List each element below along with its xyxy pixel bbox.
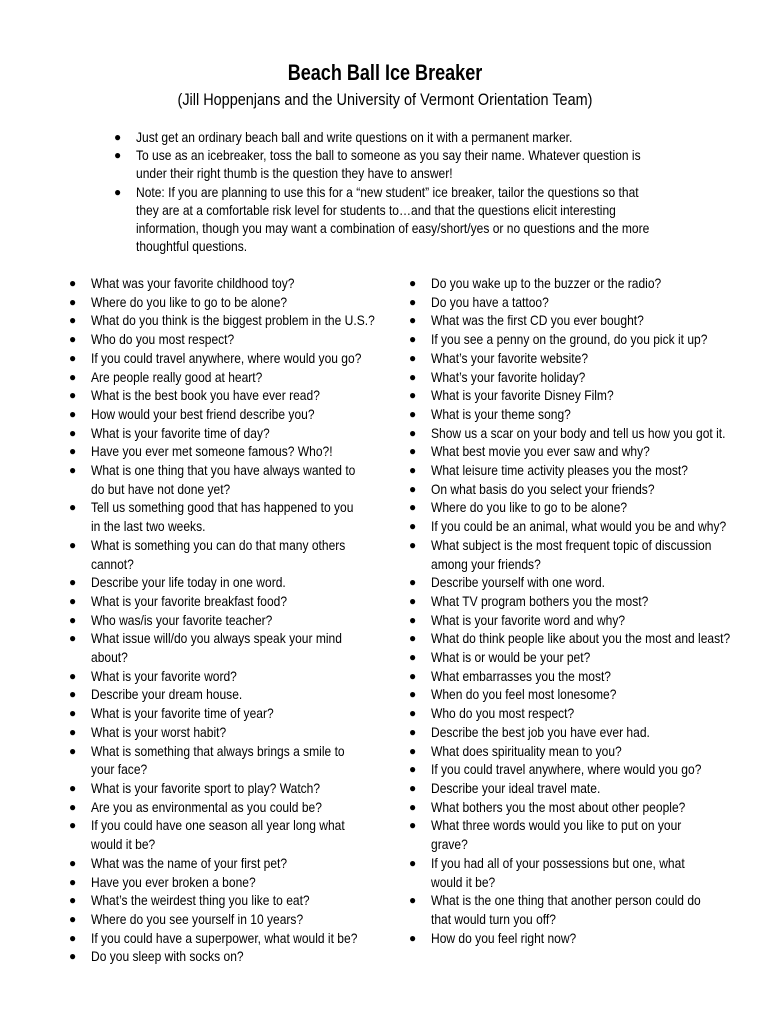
bullet-icon: ● xyxy=(69,406,77,421)
list-item-text: Just get an ordinary beach ball and write questions on it with a permanent marker. xyxy=(136,129,573,145)
instruction-item xyxy=(114,128,736,146)
question-item xyxy=(69,816,411,853)
list-item-text: would it be? xyxy=(431,873,496,890)
list-item-text: in the last two weeks. xyxy=(91,518,206,535)
list-item-text: What is your favorite word and why? xyxy=(431,611,626,628)
question-item xyxy=(409,517,751,536)
list-item-text: To use as an icebreaker, toss the ball to someone as you say their name. Whatever question is xyxy=(136,147,641,164)
bullet-icon: ● xyxy=(409,537,417,552)
question-item xyxy=(69,405,411,424)
bullet-icon: ● xyxy=(409,425,417,440)
bullet-icon: ● xyxy=(409,350,417,365)
list-item-text: Where do you like to go to be alone? xyxy=(431,499,628,516)
bullet-icon: ● xyxy=(69,893,77,908)
list-item-text: Where do you see yourself in 10 years? xyxy=(91,910,304,927)
bullet-icon: ● xyxy=(69,874,77,889)
bullet-icon: ● xyxy=(409,668,417,683)
question-item xyxy=(409,891,751,928)
bullet-icon: ● xyxy=(69,687,77,702)
bullet-icon: ● xyxy=(69,724,77,739)
bullet-icon: ● xyxy=(409,593,417,608)
question-item xyxy=(409,386,751,405)
bullet-icon: ● xyxy=(69,780,77,795)
question-item xyxy=(69,854,411,873)
list-item-text: Tell us something good that has happened to you xyxy=(91,499,354,516)
question-item xyxy=(409,368,751,387)
bullet-icon: ● xyxy=(409,575,417,590)
bullet-icon: ● xyxy=(409,930,417,945)
question-item xyxy=(69,910,411,929)
question-item xyxy=(69,798,411,817)
bullet-icon: ● xyxy=(69,799,77,814)
list-item-text: Who was/is your favorite teacher? xyxy=(91,611,273,628)
list-item-text: What is your worst habit? xyxy=(91,723,227,740)
question-item xyxy=(409,854,751,891)
list-item-text: If you see a penny on the ground, do you pick it up? xyxy=(431,331,708,348)
question-item xyxy=(69,424,411,443)
list-item-text: under their right thumb is the question they have to answer! xyxy=(136,165,453,182)
question-item xyxy=(69,685,411,704)
bullet-icon: ● xyxy=(69,276,77,290)
list-item-text: What embarrasses you the most? xyxy=(431,667,612,684)
bullet-icon: ● xyxy=(69,930,77,945)
bullet-icon: ● xyxy=(409,706,417,721)
question-item xyxy=(409,480,751,499)
list-item-text: Describe your life today in one word. xyxy=(91,574,286,591)
list-item-text: would it be? xyxy=(91,836,156,853)
list-item-text: What is your favorite Disney Film? xyxy=(431,387,614,404)
list-item-text: What is something you can do that many others xyxy=(91,536,346,553)
list-item-text: If you could travel anywhere, where would you go? xyxy=(431,761,702,778)
question-item xyxy=(409,461,751,480)
bullet-icon: ● xyxy=(409,650,417,665)
bullet-icon: ● xyxy=(69,668,77,683)
bullet-icon: ● xyxy=(69,425,77,440)
question-item xyxy=(69,349,411,368)
list-item-text: Have you ever met someone famous? Who?! xyxy=(91,443,333,460)
list-item-text: What is one thing that you have always wanted to xyxy=(91,462,356,479)
bullet-icon: ● xyxy=(69,706,77,721)
questions-right-column xyxy=(409,274,751,947)
list-item-text: What is something that always brings a smile to xyxy=(91,742,345,759)
question-item xyxy=(69,536,411,573)
list-item-text: What is your favorite word? xyxy=(91,667,237,684)
bullet-icon: ● xyxy=(409,893,417,908)
bullet-icon: ● xyxy=(409,799,417,814)
bullet-icon: ● xyxy=(69,369,77,384)
list-item-text: cannot? xyxy=(91,555,134,572)
list-item-text: What’s the weirdest thing you like to eat? xyxy=(91,892,310,909)
list-item-text: about? xyxy=(91,649,128,666)
bullet-icon: ● xyxy=(409,481,417,496)
list-item-text: What’s your favorite holiday? xyxy=(431,368,586,385)
list-item-text: Who do you most respect? xyxy=(91,331,235,348)
list-item-text: Show us a scar on your body and tell us how you got it. xyxy=(431,424,726,441)
bullet-icon: ● xyxy=(409,762,417,777)
question-item xyxy=(409,405,751,424)
bullet-icon: ● xyxy=(409,687,417,702)
question-item xyxy=(69,592,411,611)
bullet-icon: ● xyxy=(69,444,77,459)
list-item-text: What is the best book you have ever read? xyxy=(91,387,320,404)
list-item-text: What was your favorite childhood toy? xyxy=(91,275,295,291)
bullet-icon: ● xyxy=(409,332,417,347)
question-item xyxy=(69,929,411,948)
list-item-text: If you could have a superpower, what would it be? xyxy=(91,929,358,946)
bullet-icon: ● xyxy=(114,184,122,199)
list-item-text: What bothers you the most about other people? xyxy=(431,798,686,815)
list-item-text: What best movie you ever saw and why? xyxy=(431,443,650,460)
list-item-text: Are people really good at heart? xyxy=(91,368,263,385)
question-item xyxy=(409,629,751,648)
bullet-icon: ● xyxy=(409,444,417,459)
list-item-text: they are at a comfortable risk level for students to…and that the questions elicit interesting xyxy=(136,201,616,218)
bullet-icon: ● xyxy=(69,949,77,964)
instruction-item xyxy=(114,183,736,256)
list-item-text: What leisure time activity pleases you the most? xyxy=(431,462,688,479)
list-item-text: your face? xyxy=(91,761,148,778)
question-item xyxy=(69,442,411,461)
list-item-text: Do you wake up to the buzzer or the radio? xyxy=(431,275,662,291)
list-item-text: What’s your favorite website? xyxy=(431,349,589,366)
list-item-text: Have you ever broken a bone? xyxy=(91,873,256,890)
question-item xyxy=(409,349,751,368)
question-item xyxy=(409,816,751,853)
list-item-text: What was the first CD you ever bought? xyxy=(431,312,644,329)
question-item xyxy=(69,723,411,742)
list-item-text: How do you feel right now? xyxy=(431,929,577,946)
list-item-text: Do you have a tattoo? xyxy=(431,293,549,310)
bullet-icon: ● xyxy=(69,743,77,758)
list-item-text: Where do you like to go to be alone? xyxy=(91,293,288,310)
question-item xyxy=(409,573,751,592)
question-item xyxy=(409,536,751,573)
bullet-icon: ● xyxy=(409,743,417,758)
list-item-text: What does spirituality mean to you? xyxy=(431,742,622,759)
questions-left-column xyxy=(69,274,411,966)
list-item-text: What was the name of your first pet? xyxy=(91,854,288,871)
list-item-text: What is or would be your pet? xyxy=(431,649,591,666)
question-item xyxy=(409,330,751,349)
question-item xyxy=(69,386,411,405)
bullet-icon: ● xyxy=(409,369,417,384)
question-item xyxy=(409,442,751,461)
question-item xyxy=(409,685,751,704)
list-item-text: What three words would you like to put on your xyxy=(431,817,682,834)
question-item xyxy=(69,330,411,349)
list-item-text: What subject is the most frequent topic of discussion xyxy=(431,536,712,553)
bullet-icon: ● xyxy=(409,780,417,795)
list-item-text: When do you feel most lonesome? xyxy=(431,686,617,703)
question-item xyxy=(69,779,411,798)
bullet-icon: ● xyxy=(69,500,77,515)
bullet-icon: ● xyxy=(409,612,417,627)
bullet-icon: ● xyxy=(69,612,77,627)
list-item-text: Describe your ideal travel mate. xyxy=(431,779,601,796)
bullet-icon: ● xyxy=(69,855,77,870)
list-item-text: What issue will/do you always speak your mind xyxy=(91,630,342,647)
question-item xyxy=(409,760,751,779)
list-item-text: Describe yourself with one word. xyxy=(431,574,605,591)
question-item xyxy=(69,461,411,498)
list-item-text: What do you think is the biggest problem in the U.S.? xyxy=(91,312,375,329)
question-item xyxy=(69,742,411,779)
bullet-icon: ● xyxy=(69,631,77,646)
question-item xyxy=(69,947,411,966)
bullet-icon: ● xyxy=(409,313,417,328)
list-item-text: What is your favorite time of year? xyxy=(91,705,274,722)
list-item-text: Are you as environmental as you could be? xyxy=(91,798,322,815)
list-item-text: Describe your dream house. xyxy=(91,686,243,703)
question-item xyxy=(409,723,751,742)
bullet-icon: ● xyxy=(409,631,417,646)
question-item xyxy=(409,648,751,667)
list-item-text: thoughtful questions. xyxy=(136,238,248,255)
bullet-icon: ● xyxy=(69,332,77,347)
question-item xyxy=(69,274,411,293)
bullet-icon: ● xyxy=(409,294,417,309)
list-item-text: Note: If you are planning to use this for a “new student” ice breaker, tailor the questions so that xyxy=(136,183,639,200)
list-item-text: What is the one thing that another person could do xyxy=(431,892,701,909)
bullet-icon: ● xyxy=(409,500,417,515)
bullet-icon: ● xyxy=(69,818,77,833)
list-item-text: What TV program bothers you the most? xyxy=(431,592,649,609)
bullet-icon: ● xyxy=(69,294,77,309)
list-item-text: Who do you most respect? xyxy=(431,705,575,722)
instruction-item xyxy=(114,146,736,182)
question-item xyxy=(409,742,751,761)
bullet-icon: ● xyxy=(409,818,417,833)
list-item-text: that would turn you off? xyxy=(431,910,556,927)
list-item-text: If you could travel anywhere, where would you go? xyxy=(91,349,362,366)
list-item-text: do but have not done yet? xyxy=(91,480,231,497)
question-item xyxy=(409,274,751,293)
list-item-text: How would your best friend describe you? xyxy=(91,405,315,422)
list-item-text: What is your favorite time of day? xyxy=(91,424,270,441)
question-item xyxy=(69,629,411,666)
question-item xyxy=(69,293,411,312)
bullet-icon: ● xyxy=(114,148,122,163)
question-item xyxy=(409,592,751,611)
list-item-text: Do you sleep with socks on? xyxy=(91,948,244,965)
question-item xyxy=(69,704,411,723)
question-item xyxy=(409,704,751,723)
question-item xyxy=(69,498,411,535)
list-item-text: What is your favorite sport to play? Watch? xyxy=(91,779,321,796)
list-item-text: grave? xyxy=(431,836,468,853)
list-item-text: among your friends? xyxy=(431,555,541,572)
document-title: Beach Ball Ice Breaker xyxy=(287,60,483,85)
bullet-icon: ● xyxy=(69,463,77,478)
list-item-text: Describe the best job you have ever had. xyxy=(431,723,650,740)
question-item xyxy=(409,498,751,517)
bullet-icon: ● xyxy=(69,575,77,590)
list-item-text: On what basis do you select your friends? xyxy=(431,480,655,497)
list-item-text: If you had all of your possessions but one, what xyxy=(431,854,685,871)
list-item-text: If you could be an animal, what would you be and why? xyxy=(431,518,727,535)
document-subtitle: (Jill Hoppenjans and the University of Vermont Orientation Team) xyxy=(177,90,593,109)
bullet-icon: ● xyxy=(409,406,417,421)
bullet-icon: ● xyxy=(69,388,77,403)
question-item xyxy=(409,293,751,312)
question-item xyxy=(409,667,751,686)
question-item xyxy=(69,311,411,330)
list-item-text: If you could have one season all year long what xyxy=(91,817,345,834)
question-item xyxy=(409,311,751,330)
question-item xyxy=(69,611,411,630)
bullet-icon: ● xyxy=(409,519,417,534)
bullet-icon: ● xyxy=(409,855,417,870)
list-item-text: What is your favorite breakfast food? xyxy=(91,592,288,609)
question-item xyxy=(69,667,411,686)
bullet-icon: ● xyxy=(69,537,77,552)
question-item xyxy=(409,798,751,817)
bullet-icon: ● xyxy=(409,724,417,739)
bullet-icon: ● xyxy=(69,350,77,365)
bullet-icon: ● xyxy=(409,276,417,290)
bullet-icon: ● xyxy=(114,130,122,144)
list-item-text: information, though you may want a combination of easy/short/yes or no questions and the more xyxy=(136,220,650,237)
list-item-text: What is your theme song? xyxy=(431,405,571,422)
question-item xyxy=(69,368,411,387)
bullet-icon: ● xyxy=(69,593,77,608)
bullet-icon: ● xyxy=(69,313,77,328)
question-item xyxy=(409,611,751,630)
question-item xyxy=(69,873,411,892)
bullet-icon: ● xyxy=(409,388,417,403)
instructions-list xyxy=(114,128,736,255)
list-item-text: What do think people like about you the most and least? xyxy=(431,630,731,647)
bullet-icon: ● xyxy=(409,463,417,478)
question-item xyxy=(409,929,751,948)
question-item xyxy=(409,779,751,798)
question-item xyxy=(69,573,411,592)
question-item xyxy=(409,424,751,443)
question-item xyxy=(69,891,411,910)
bullet-icon: ● xyxy=(69,911,77,926)
